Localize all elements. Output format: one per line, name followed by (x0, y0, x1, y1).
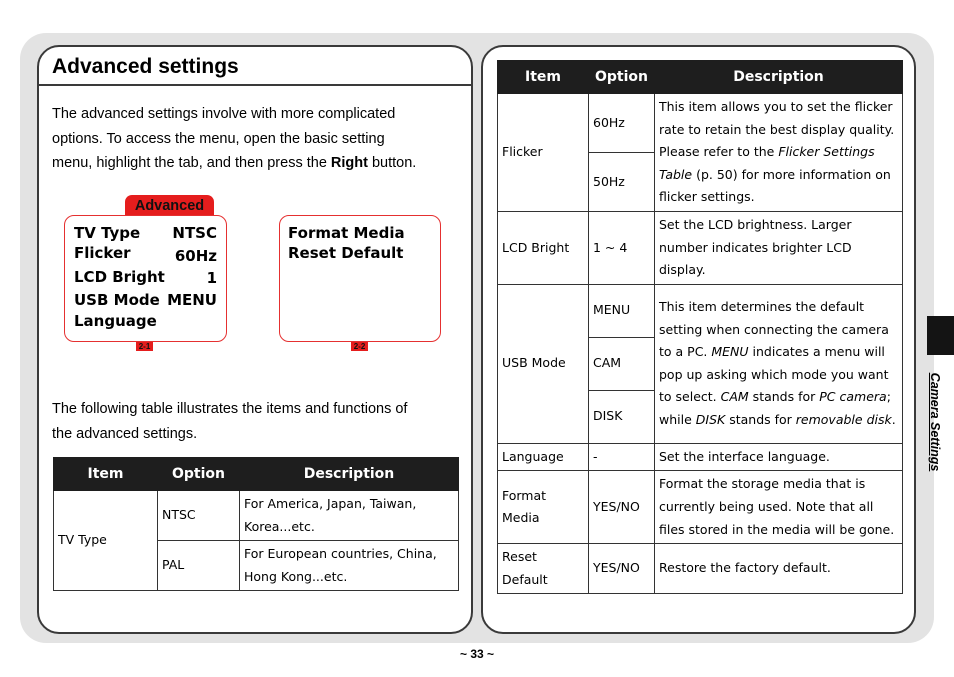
page-title: Advanced settings (52, 55, 239, 78)
table-item-cell: LCD Bright (498, 211, 589, 284)
table-row (498, 443, 903, 471)
title-divider (39, 84, 471, 86)
section-label: Camera Settings (928, 372, 942, 472)
menu-label: Reset Default (288, 244, 404, 262)
table-description-cell (655, 94, 903, 212)
table-item-cell: Reset Default (498, 544, 589, 594)
table-header: Option (158, 458, 240, 491)
desc-text: stands for (748, 389, 820, 405)
menu-value: NTSC (172, 224, 217, 242)
table-description-cell: Format the storage media that is currently being used. Note that all files stored in the media will be gone. (655, 471, 903, 544)
table-row (498, 211, 903, 284)
desc-emphasis: Flicker Settings Table (659, 144, 875, 182)
table-row (498, 94, 903, 153)
table-description-cell: Restore the factory default. (655, 544, 903, 594)
table-item-cell: Flicker (498, 94, 589, 212)
table-intro-paragraph (52, 397, 462, 446)
intro-line: options. To access the menu, open the basic setting (52, 130, 385, 147)
page-number: ~ 33 ~ (459, 647, 495, 661)
table-option-cell: YES/NO (589, 471, 655, 544)
table-description-cell: For America, Japan, Taiwan, Korea...etc. (240, 491, 459, 541)
desc-text: ; while (659, 389, 891, 427)
table-option-cell: 1 ~ 4 (589, 211, 655, 284)
intro-line: The advanced settings involve with more complicated (52, 106, 396, 122)
desc-text: This item allows you to set the flicker rate to retain the best display quality. Please refer to the (659, 99, 895, 160)
desc-emphasis: CAM (720, 389, 749, 405)
menu-screen-2 (279, 215, 441, 342)
menu-label: USB Mode (74, 291, 160, 309)
tv-type-table (53, 457, 459, 591)
table-item-cell: Format Media (498, 471, 589, 544)
table-header: Description (655, 61, 903, 94)
table-option-cell: CAM (589, 337, 655, 390)
menu-label: Format Media (288, 224, 405, 242)
section-tab-marker (927, 316, 954, 355)
table-option-cell: - (589, 443, 655, 471)
table-description-cell: Set the interface language. (655, 443, 903, 471)
desc-text: (p. 50) for more information on flicker settings. (659, 166, 891, 205)
screen-page-indicator: 2-1 (136, 342, 153, 351)
menu-label: Language (74, 312, 157, 330)
menu-value: MENU (167, 291, 217, 309)
desc-text: This item determines the default setting when connecting the camera to a PC. (659, 298, 889, 360)
desc-emphasis: MENU (711, 344, 749, 360)
table-header: Item (54, 458, 158, 491)
intro-paragraph (52, 102, 462, 176)
intro-text: button. (367, 155, 417, 171)
menu-value: 1 (206, 269, 217, 287)
table-description-cell: Set the LCD brightness. Larger number indicates brighter LCD display. (655, 211, 903, 284)
table-option-cell: DISK (589, 390, 655, 443)
table-row (54, 491, 459, 541)
desc-emphasis: PC camera (819, 389, 887, 405)
table-row (498, 544, 903, 594)
table-intro-line: The following table illustrates the items and functions of (52, 401, 408, 417)
table-item-cell: USB Mode (498, 284, 589, 443)
menu-value: 60Hz (174, 247, 217, 265)
table-option-cell: NTSC (158, 491, 240, 541)
menu-label: Flicker (74, 244, 131, 262)
table-description-cell (655, 284, 903, 443)
table-row (498, 284, 903, 337)
table-item-cell: TV Type (54, 491, 158, 591)
table-header: Description (240, 458, 459, 491)
menu-label: TV Type (74, 224, 141, 242)
desc-text: . (891, 411, 896, 427)
right-button-term: Right (330, 155, 368, 171)
table-item-cell: Language (498, 443, 589, 471)
advanced-settings-table (497, 60, 903, 594)
screen-page-indicator: 2-2 (351, 342, 368, 351)
table-header: Option (589, 61, 655, 94)
desc-emphasis: removable disk (795, 411, 892, 427)
table-row (498, 471, 903, 544)
table-option-cell: 60Hz (589, 94, 655, 153)
right-panel (481, 45, 916, 634)
side-section-label (925, 360, 945, 484)
table-option-cell: PAL (158, 541, 240, 591)
desc-emphasis: DISK (695, 411, 726, 427)
desc-text: indicates a menu will pop up asking which mode you want to select. (659, 344, 889, 405)
table-option-cell: YES/NO (589, 544, 655, 594)
left-panel (37, 45, 473, 634)
intro-line (52, 151, 462, 176)
menu-screen-1 (64, 215, 227, 342)
menu-label: LCD Bright (74, 268, 165, 286)
table-description-cell: For European countries, China, Hong Kong...etc. (240, 541, 459, 591)
table-option-cell: 50Hz (589, 152, 655, 211)
desc-text: stands for (725, 411, 796, 427)
table-intro-line: the advanced settings. (52, 425, 198, 442)
table-header: Item (498, 61, 589, 94)
table-option-cell: MENU (589, 284, 655, 337)
advanced-tab: Advanced (125, 195, 214, 217)
intro-text: menu, highlight the tab, and then press the (52, 155, 331, 171)
